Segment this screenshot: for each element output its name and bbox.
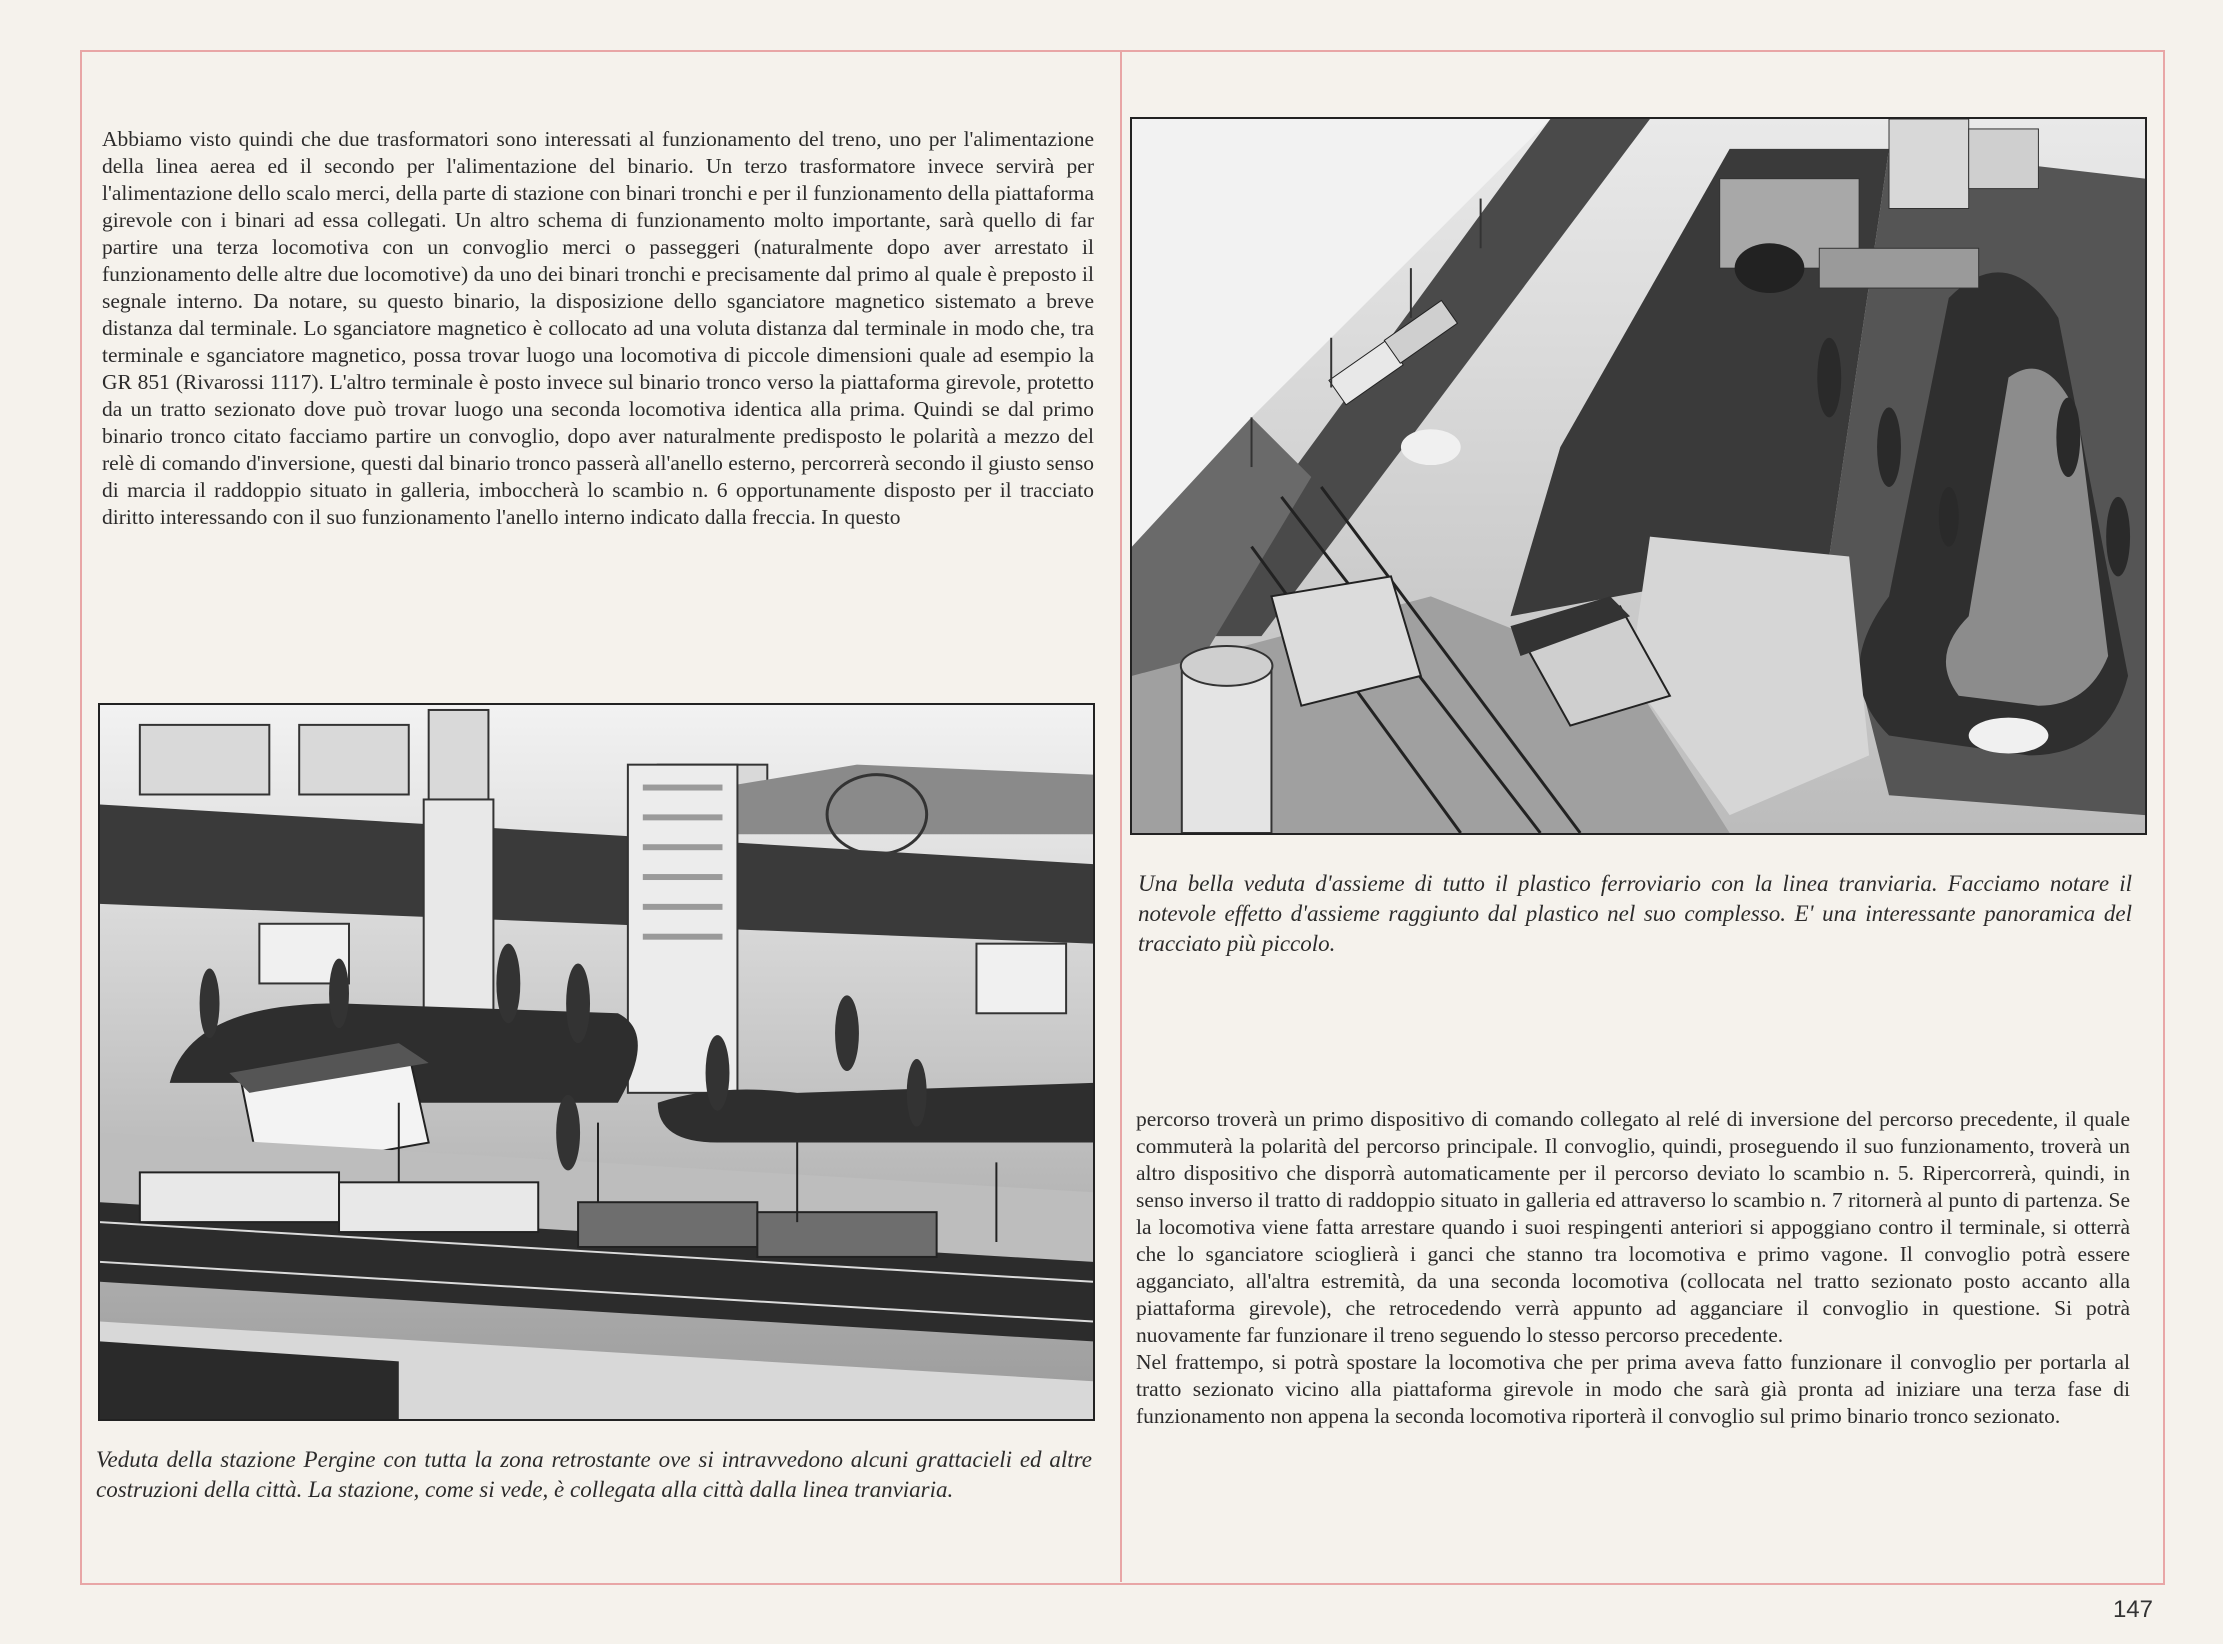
body-text-top [102,126,1094,531]
photo-caption-left: Veduta della stazione Pergine con tutta la zona retrostante ove si intravvedono alcuni grattacieli ed altre costruzioni della città. La stazione, come si vede, è collegata alla città dalla linea tranviaria. [96,1447,1092,1502]
layout-overview-image [1132,119,2145,833]
body-paragraph: Abbiamo visto quindi che due trasformatori sono interessati al funzionamento del treno, uno per l'alimentazione della linea aerea ed il secondo per l'alimentazione del binario. Un terzo trasformatore invece servirà per l'alimentazione dello scalo merci, della parte di stazione con binari tronchi e per il funzionamento della piattaforma girevole con i binari ad essa collegati. Un altro schema di funzionamento molto importante, sarà quello di far partire una terza locomotiva con un convoglio merci o passeggeri (naturalmente dopo aver arrestato il funzionamento delle altre due locomotive) da uno dei binari tronchi e precisamente dal primo al quale è preposto il segnale interno. Da notare, su questo binario, la disposizione dello sganciatore magnetico sistemato a breve distanza dal terminale. Lo sganciatore magnetico è collocato ad una voluta distanza dal terminale in modo che, tra terminale e sganciatore magnetico, possa trovar luogo una locomotiva di piccole dimensioni quale ad esempio la GR 851 (Rivarossi 1117). L'altro terminale è posto invece sul binario tronco verso la piattaforma girevole, protetto da un tratto sezionato dove può trovar luogo una seconda locomotiva identica alla prima. Quindi se dal primo binario tronco citato facciamo partire un convoglio, dopo aver naturalmente predisposto le polarità a mezzo del relè di comando d'inversione, questi dal binario tronco passerà all'anello esterno, percorrerà secondo il giusto senso di marcia il raddoppio situato in galleria, imboccherà lo scambio n. 6 opportunamente disposto per il tracciato diritto interessando con il suo funzionamento l'anello interno indicato dalla freccia. In questo [102,127,1094,529]
pergine-station-photo [98,703,1095,1421]
body-paragraph: percorso troverà un primo dispositivo di comando collegato al relé di inversione del percorso precedente, il quale commuterà la polarità del percorso principale. Il convoglio, quindi, proseguendo il suo funzionamento, troverà un altro dispositivo che disporrà automaticamente per il percorso deviato lo scambio n. 5. Ripercorrerà, quindi, in senso inverso il tratto di raddoppio situato in galleria ed attraverso lo scambio n. 7 ritornerà al punto di partenza. Se la locomotiva viene fatta arrestare quando i suoi respingenti anteriori si appoggiano contro il terminale, si otterrà che lo sganciatore scioglierà i ganci che stanno tra locomotiva e primo vagone. Il convoglio potrà essere agganciato, all'altra estremità, da una seconda locomotiva (collocata nel tratto sezionato posto accanto alla piattaforma girevole), che retrocedendo verrà appunto ad agganciare il convoglio in questione. Si potrà nuovamente far funzionare il treno seguendo lo stesso percorso precedente. [1136,1107,2130,1347]
pergine-station-image [100,705,1093,1419]
body-text-bottom [1136,1106,2130,1430]
photo-caption-right: Una bella veduta d'assieme di tutto il plastico ferroviario con la linea tranviaria. Facciamo notare il notevole effetto d'assieme raggiunto dal plastico nel suo complesso. E' una interessante panoramica del tracciato più piccolo. [1138,871,2132,956]
layout-overview-photo [1130,117,2147,835]
column-divider [1120,52,1122,1582]
page-number: 147 [2112,1596,2153,1623]
body-paragraph: Nel frattempo, si potrà spostare la locomotiva che per prima aveva fatto funzionare il convoglio per portarla al tratto sezionato vicino alla piattaforma girevole in modo che sarà già pronta ad iniziare una terza fase di funzionamento non appena la seconda locomotiva riporterà il convoglio sul primo binario tronco sezionato. [1136,1350,2130,1428]
